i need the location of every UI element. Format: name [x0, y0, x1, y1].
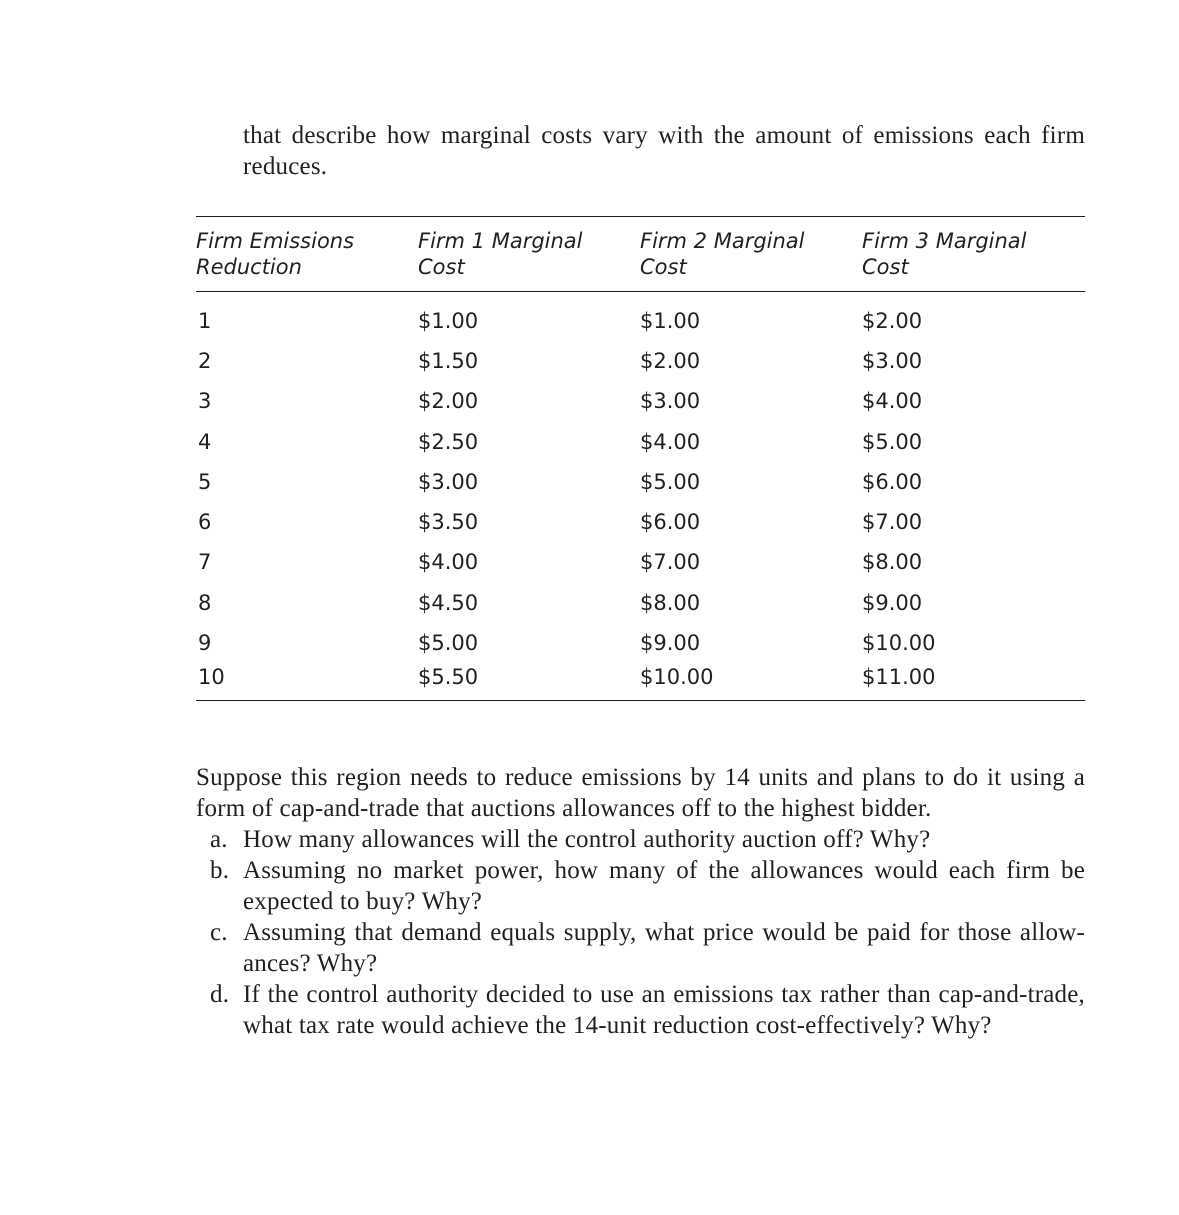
part-text: Assuming no market power, how many of the allowances would each firm be expected to buy? Why?	[243, 857, 1085, 915]
cell-firm1-cost: $1.50	[418, 349, 479, 373]
header-emissions-reduction: Firm Emissions Reduction	[196, 229, 355, 279]
question-stem: Suppose this region needs to reduce emissions by 14 units and plans to do it using a form of cap-and-trade that auctions allowances off to the highest bidder.	[196, 764, 1085, 822]
cell-firm2-cost: $4.00	[640, 430, 701, 454]
cell-firm3-cost: $3.00	[862, 349, 923, 373]
cell-firm1-cost: $4.50	[418, 591, 479, 615]
cell-firm3-cost: $2.00	[862, 309, 923, 333]
cell-firm2-cost: $6.00	[640, 510, 701, 534]
part-letter: b.	[210, 857, 230, 884]
question-block	[196, 762, 1085, 1041]
part-letter: a.	[210, 826, 228, 853]
cell-reduction: 3	[198, 389, 212, 413]
cell-firm1-cost: $1.00	[418, 309, 479, 333]
cell-firm2-cost: $1.00	[640, 309, 701, 333]
table-bottom-rule	[196, 700, 1085, 701]
cell-reduction: 6	[198, 510, 212, 534]
cell-reduction: 2	[198, 349, 212, 373]
cell-firm1-cost: $4.00	[418, 550, 479, 574]
cell-firm2-cost: $9.00	[640, 631, 701, 655]
cell-firm3-cost: $10.00	[862, 631, 936, 655]
cell-reduction: 1	[198, 309, 212, 333]
header-firm2-cost: Firm 2 Marginal Cost	[640, 229, 805, 279]
question-part-a	[196, 824, 1085, 855]
cell-firm2-cost: $8.00	[640, 591, 701, 615]
cell-firm3-cost: $7.00	[862, 510, 923, 534]
question-part-d	[196, 979, 1085, 1041]
cell-firm1-cost: $5.50	[418, 665, 479, 689]
part-text: How many allowances will the control authority auction off? Why?	[243, 826, 931, 853]
question-part-c	[196, 917, 1085, 979]
cell-reduction: 8	[198, 591, 212, 615]
cell-firm2-cost: $3.00	[640, 389, 701, 413]
intro-paragraph: that describe how marginal costs vary with the amount of emissions each firm reduces.	[243, 122, 1085, 180]
cell-firm3-cost: $11.00	[862, 665, 936, 689]
cell-firm2-cost: $7.00	[640, 550, 701, 574]
cell-reduction: 10	[198, 665, 225, 689]
cell-firm1-cost: $5.00	[418, 631, 479, 655]
cell-firm2-cost: $2.00	[640, 349, 701, 373]
part-text: Assuming that demand equals supply, what price would be paid for those allow-ances? Why?	[243, 919, 1085, 977]
cell-firm1-cost: $2.00	[418, 389, 479, 413]
header-firm1-cost: Firm 1 Marginal Cost	[418, 229, 583, 279]
cell-firm1-cost: $2.50	[418, 430, 479, 454]
cell-firm1-cost: $3.50	[418, 510, 479, 534]
cell-reduction: 5	[198, 470, 212, 494]
table-header-rule	[196, 291, 1085, 292]
question-part-b	[196, 855, 1085, 917]
part-text: If the control authority decided to use an emissions tax rather than cap-and-trade, what tax rate would achieve the 14-unit reduction cost-effectively? Why?	[243, 981, 1085, 1039]
cell-firm2-cost: $5.00	[640, 470, 701, 494]
cell-firm3-cost: $8.00	[862, 550, 923, 574]
cell-firm3-cost: $9.00	[862, 591, 923, 615]
part-letter: c.	[210, 919, 228, 946]
cell-firm1-cost: $3.00	[418, 470, 479, 494]
header-firm3-cost: Firm 3 Marginal Cost	[862, 229, 1027, 279]
cell-reduction: 4	[198, 430, 212, 454]
cell-reduction: 7	[198, 550, 212, 574]
part-letter: d.	[210, 981, 230, 1008]
cell-firm3-cost: $6.00	[862, 470, 923, 494]
cell-firm2-cost: $10.00	[640, 665, 714, 689]
cell-reduction: 9	[198, 631, 212, 655]
cell-firm3-cost: $4.00	[862, 389, 923, 413]
cell-firm3-cost: $5.00	[862, 430, 923, 454]
table-top-rule	[196, 216, 1085, 217]
